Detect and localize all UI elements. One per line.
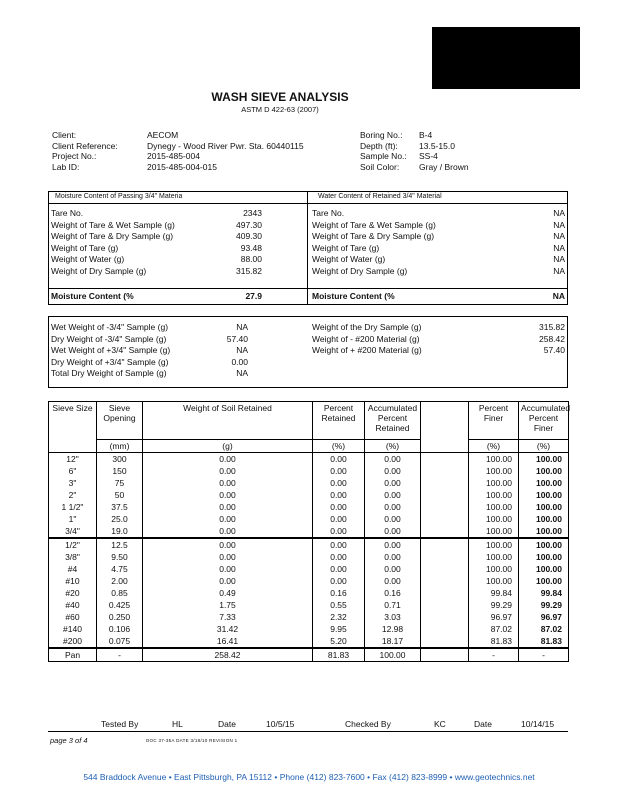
- sieve-row: [49, 501, 569, 513]
- sieve-row: [49, 623, 569, 635]
- sieve-cell: #60: [49, 611, 97, 623]
- checked-by-label: Checked By: [345, 719, 391, 729]
- sieve-cell: 4.75: [97, 563, 143, 575]
- project-no-label: Project No.:: [52, 151, 97, 161]
- sieve-cell: 0.075: [97, 635, 143, 648]
- sieve-row: [49, 635, 569, 648]
- sieve-cell: [421, 551, 469, 563]
- sieve-cell: 0.00: [313, 501, 365, 513]
- sieve-cell: 3/8": [49, 551, 97, 563]
- sieve-cell: 100.00: [469, 563, 519, 575]
- sieve-cell: [421, 623, 469, 635]
- sieve-unit-cell: (mm): [97, 440, 143, 453]
- sieve-cell: 87.02: [519, 623, 569, 635]
- sieve-table-header: [49, 402, 569, 453]
- date-label-1: Date: [218, 719, 236, 729]
- moisture-row-value: NA: [553, 265, 565, 276]
- sieve-cell: 0.00: [143, 525, 313, 538]
- moisture-row-label: Weight of Water (g): [312, 254, 386, 264]
- sieve-cell: 0.00: [313, 453, 365, 466]
- moisture-row-label: Tare No.: [312, 208, 345, 218]
- weights-left-values: [200, 322, 248, 380]
- sieve-cell: 0.250: [97, 611, 143, 623]
- sieve-cell: 0.00: [143, 477, 313, 489]
- sieve-cell: 0.00: [143, 465, 313, 477]
- moisture-row-value: 409.30: [236, 231, 262, 241]
- project-no-value: 2015-485-004: [147, 151, 200, 161]
- report-title: WASH SIEVE ANALYSIS: [211, 90, 349, 104]
- sieve-cell: 0.00: [313, 477, 365, 489]
- sieve-cell: #140: [49, 623, 97, 635]
- sieve-cell: 19.0: [97, 525, 143, 538]
- sieve-header-cell: Accumulated Percent Finer: [519, 402, 569, 440]
- sieve-cell: 0.425: [97, 599, 143, 611]
- sieve-cell: #20: [49, 587, 97, 599]
- sieve-cell: 7.33: [143, 611, 313, 623]
- sieve-header-cell: Accumulated Percent Retained: [365, 402, 421, 440]
- weights-left-labels: [51, 322, 170, 380]
- tested-by-value: HL: [172, 719, 183, 729]
- sieve-table: [48, 401, 569, 662]
- sieve-cell: 100.00: [469, 513, 519, 525]
- sieve-cell: 3.03: [365, 611, 421, 623]
- lab-id-label: Lab ID:: [52, 161, 80, 172]
- sieve-cell: 1.75: [143, 599, 313, 611]
- sieve-cell: 100.00: [519, 551, 569, 563]
- sieve-unit-cell: (%): [519, 440, 569, 453]
- sieve-cell: 0.00: [143, 513, 313, 525]
- sieve-cell: 100.00: [469, 575, 519, 587]
- sieve-cell: [421, 563, 469, 575]
- weight-row-value: 0.00: [231, 356, 248, 367]
- info-right-labels: [360, 130, 407, 172]
- sieve-cell: 99.84: [519, 587, 569, 599]
- sieve-rows-coarse: [49, 453, 569, 539]
- sieve-cell: [421, 635, 469, 648]
- sieve-cell: [421, 525, 469, 538]
- sieve-unit-cell: (%): [313, 440, 365, 453]
- weight-row-label: Weight of - #200 Material (g): [312, 333, 420, 344]
- client-value: AECOM: [147, 130, 179, 140]
- sieve-cell: 0.00: [143, 489, 313, 501]
- sieve-row: [49, 465, 569, 477]
- moisture-right-values: [520, 208, 565, 277]
- weight-row-value: 315.82: [539, 322, 565, 332]
- sieve-cell: 25.0: [97, 513, 143, 525]
- sieve-cell: [421, 477, 469, 489]
- sieve-cell: 1 1/2": [49, 501, 97, 513]
- client-ref-label: Client Reference:: [52, 140, 118, 151]
- sieve-units-row: [49, 440, 569, 453]
- sample-no-value: SS-4: [419, 151, 438, 161]
- sieve-cell: 81.83: [519, 635, 569, 648]
- sieve-row: [49, 477, 569, 489]
- soil-color-value: Gray / Brown: [419, 161, 469, 172]
- sieve-cell: 96.97: [519, 611, 569, 623]
- sieve-cell: 0.00: [143, 453, 313, 466]
- sieve-cell: 100.00: [469, 453, 519, 466]
- moisture-row-value: 93.48: [240, 242, 262, 253]
- sieve-cell: 12.5: [97, 538, 143, 551]
- sieve-cell: [421, 501, 469, 513]
- sieve-cell: #4: [49, 563, 97, 575]
- doc-revision: DOC 37-35A DATE 3/18/10 REVISION 1: [146, 738, 238, 743]
- sieve-row: [49, 551, 569, 563]
- sieve-cell: 9.50: [97, 551, 143, 563]
- sieve-cell: 16.41: [143, 635, 313, 648]
- sieve-cell: 1/2": [49, 538, 97, 551]
- sieve-cell: 2.32: [313, 611, 365, 623]
- sieve-cell: -: [97, 648, 143, 662]
- date-value-1: 10/5/15: [266, 719, 295, 729]
- weight-row-value: 57.40: [226, 333, 248, 344]
- sieve-cell: 300: [97, 453, 143, 466]
- sieve-row: [49, 453, 569, 466]
- sieve-cell: [421, 648, 469, 662]
- sieve-row: [49, 599, 569, 611]
- sieve-unit-cell: (%): [365, 440, 421, 453]
- sieve-cell: 0.49: [143, 587, 313, 599]
- checked-by-value: KC: [434, 719, 446, 729]
- boring-label: Boring No.:: [360, 130, 403, 140]
- sieve-cell: 6": [49, 465, 97, 477]
- sieve-cell: 0.55: [313, 599, 365, 611]
- weight-row-label: Dry Weight of +3/4" Sample (g): [51, 356, 169, 367]
- sieve-cell: 0.00: [313, 465, 365, 477]
- weight-row-value: NA: [236, 345, 248, 355]
- sieve-cell: 100.00: [519, 525, 569, 538]
- moisture-row-label: Weight of Tare (g): [312, 242, 380, 253]
- sieve-cell: [421, 489, 469, 501]
- boring-value: B-4: [419, 130, 433, 140]
- sieve-cell: 100.00: [519, 477, 569, 489]
- weight-row-label: Dry Weight of -3/4" Sample (g): [51, 333, 167, 344]
- sieve-cell: 0.00: [143, 575, 313, 587]
- sieve-cell: 99.29: [519, 599, 569, 611]
- moisture-row-label: Weight of Tare & Wet Sample (g): [312, 219, 436, 230]
- sieve-cell: 0.00: [365, 477, 421, 489]
- sieve-cell: [421, 513, 469, 525]
- moisture-row-value: 497.30: [236, 219, 262, 230]
- sieve-cell: 0.00: [365, 563, 421, 575]
- sieve-cell: 0.00: [365, 525, 421, 538]
- sieve-cell: 75: [97, 477, 143, 489]
- sieve-cell: 100.00: [469, 501, 519, 513]
- sieve-cell: 0.71: [365, 599, 421, 611]
- moisture-content-left-value: 27.9: [245, 291, 262, 301]
- sieve-row: [49, 575, 569, 587]
- sieve-cell: 50: [97, 489, 143, 501]
- sieve-header-cell: Percent Finer: [469, 402, 519, 440]
- moisture-result-line: [48, 288, 568, 290]
- sieve-unit-cell: [421, 440, 469, 453]
- sieve-cell: 31.42: [143, 623, 313, 635]
- sieve-cell: 100.00: [365, 648, 421, 662]
- depth-label: Depth (ft):: [360, 140, 398, 151]
- sieve-cell: 0.106: [97, 623, 143, 635]
- sieve-cell: 1": [49, 513, 97, 525]
- sieve-cell: 81.83: [469, 635, 519, 648]
- moisture-left-header: Moisture Content of Passing 3/4" Materia: [55, 193, 183, 200]
- sieve-cell: 87.02: [469, 623, 519, 635]
- moisture-row-label: Weight of Tare & Dry Sample (g): [312, 231, 435, 241]
- sieve-cell: 0.85: [97, 587, 143, 599]
- moisture-right-labels: [312, 208, 436, 277]
- sieve-cell: 3/4": [49, 525, 97, 538]
- lab-id-value: 2015-485-004-015: [147, 161, 217, 172]
- weight-row-label: Wet Weight of -3/4" Sample (g): [51, 322, 169, 332]
- sieve-header-row: [49, 402, 569, 440]
- sieve-cell: [421, 587, 469, 599]
- moisture-left-values: [200, 208, 262, 277]
- date-label-2: Date: [474, 719, 492, 729]
- sieve-header-cell: Sieve Opening: [97, 402, 143, 440]
- sieve-cell: 0.00: [313, 489, 365, 501]
- sieve-row: [49, 587, 569, 599]
- page-number: page 3 of 4: [50, 736, 88, 745]
- sieve-unit-cell: (%): [469, 440, 519, 453]
- sieve-unit-cell: (g): [143, 440, 313, 453]
- sieve-cell: 100.00: [469, 538, 519, 551]
- moisture-row-label: Weight of Dry Sample (g): [51, 265, 147, 276]
- sieve-cell: 100.00: [519, 575, 569, 587]
- soil-color-label: Soil Color:: [360, 161, 400, 172]
- weights-right-labels: [312, 322, 422, 357]
- sieve-cell: 0.00: [313, 563, 365, 575]
- tested-by-label: Tested By: [101, 719, 139, 729]
- moisture-row-value: NA: [553, 208, 565, 218]
- moisture-row-value: NA: [553, 219, 565, 230]
- sieve-row-pan: [49, 648, 569, 662]
- sieve-header-cell: Percent Retained: [313, 402, 365, 440]
- footer-rule: [48, 731, 568, 732]
- sieve-cell: 0.00: [143, 563, 313, 575]
- moisture-row-value: 88.00: [240, 254, 262, 264]
- sieve-cell: 0.00: [365, 501, 421, 513]
- sieve-cell: 0.00: [143, 501, 313, 513]
- sieve-cell: 0.16: [365, 587, 421, 599]
- sieve-cell: 100.00: [519, 453, 569, 466]
- moisture-row-value: 2343: [243, 208, 262, 218]
- sieve-row: [49, 525, 569, 538]
- sieve-cell: #10: [49, 575, 97, 587]
- sieve-cell: 0.00: [365, 465, 421, 477]
- sieve-cell: 9.95: [313, 623, 365, 635]
- sieve-cell: -: [519, 648, 569, 662]
- moisture-row-value: NA: [553, 242, 565, 253]
- sieve-cell: Pan: [49, 648, 97, 662]
- sieve-unit-cell: [49, 440, 97, 453]
- sieve-cell: 0.00: [313, 551, 365, 563]
- sieve-cell: 5.20: [313, 635, 365, 648]
- sieve-cell: [421, 465, 469, 477]
- weight-row-label: Weight of the Dry Sample (g): [312, 322, 422, 332]
- company-address: 544 Braddock Avenue • East Pittsburgh, PA 15112 • Phone (412) 823-7600 • Fax (412) 823-8999 • www.geotechnics.net: [83, 772, 535, 782]
- sieve-cell: 2.00: [97, 575, 143, 587]
- moisture-row-label: Tare No.: [51, 208, 84, 218]
- client-ref-value: Dynegy - Wood River Pwr. Sta. 60440115: [147, 140, 304, 151]
- sieve-cell: 0.00: [313, 575, 365, 587]
- weight-row-label: Weight of + #200 Material (g): [312, 345, 422, 355]
- sieve-cell: 100.00: [469, 551, 519, 563]
- moisture-left-labels: [51, 208, 175, 277]
- sieve-cell: 150: [97, 465, 143, 477]
- sieve-cell: 100.00: [519, 501, 569, 513]
- sieve-cell: 100.00: [519, 489, 569, 501]
- sieve-row: [49, 513, 569, 525]
- sieve-cell: -: [469, 648, 519, 662]
- sieve-cell: 258.42: [143, 648, 313, 662]
- sieve-row: [49, 489, 569, 501]
- weight-row-label: Wet Weight of +3/4" Sample (g): [51, 345, 171, 355]
- sieve-row-pan: [49, 648, 569, 662]
- sieve-cell: 0.00: [313, 538, 365, 551]
- sieve-cell: [421, 599, 469, 611]
- weight-row-value: 258.42: [539, 333, 565, 344]
- info-left-labels: [52, 130, 118, 172]
- sieve-cell: 0.00: [365, 489, 421, 501]
- sieve-cell: 100.00: [519, 513, 569, 525]
- moisture-row-label: Weight of Dry Sample (g): [312, 265, 408, 276]
- info-right-values: [419, 130, 469, 172]
- sieve-cell: [421, 611, 469, 623]
- sieve-header-cell: Sieve Size: [49, 402, 97, 440]
- sieve-cell: 100.00: [469, 525, 519, 538]
- date-value-2: 10/14/15: [521, 719, 555, 729]
- sieve-cell: 99.84: [469, 587, 519, 599]
- sieve-cell: 0.00: [365, 513, 421, 525]
- sieve-cell: 96.97: [469, 611, 519, 623]
- weights-right-values: [510, 322, 565, 357]
- moisture-row-value: 315.82: [236, 265, 262, 276]
- weight-row-label: Total Dry Weight of Sample (g): [51, 368, 167, 378]
- sieve-cell: 0.00: [143, 538, 313, 551]
- sieve-cell: 0.00: [365, 551, 421, 563]
- sieve-cell: 100.00: [519, 465, 569, 477]
- moisture-content-left-label: Moisture Content (%: [51, 291, 134, 301]
- sieve-cell: 12.98: [365, 623, 421, 635]
- sieve-cell: 3": [49, 477, 97, 489]
- sieve-cell: [421, 538, 469, 551]
- sieve-row: [49, 563, 569, 575]
- sieve-cell: 100.00: [469, 477, 519, 489]
- sieve-cell: 37.5: [97, 501, 143, 513]
- report-subtitle: ASTM D 422-63 (2007): [241, 105, 319, 114]
- sieve-row: [49, 538, 569, 551]
- weight-row-value: NA: [236, 322, 248, 332]
- sample-no-label: Sample No.:: [360, 151, 407, 161]
- moisture-right-header: Water Content of Retained 3/4" Material: [318, 193, 442, 200]
- sieve-cell: 0.00: [365, 453, 421, 466]
- moisture-row-label: Weight of Water (g): [51, 254, 125, 264]
- sieve-row: [49, 611, 569, 623]
- sieve-cell: 0.16: [313, 587, 365, 599]
- sieve-cell: 0.00: [365, 575, 421, 587]
- info-left-values: [147, 130, 304, 172]
- sieve-cell: 0.00: [143, 551, 313, 563]
- sieve-cell: 81.83: [313, 648, 365, 662]
- sieve-cell: [421, 575, 469, 587]
- sieve-cell: 100.00: [519, 538, 569, 551]
- sieve-rows-fine: [49, 538, 569, 648]
- sieve-cell: 0.00: [313, 525, 365, 538]
- moisture-content-right-value: NA: [552, 291, 565, 301]
- weight-row-value: NA: [236, 368, 248, 378]
- redaction-block: [432, 27, 580, 89]
- sieve-cell: 99.29: [469, 599, 519, 611]
- sieve-cell: [421, 453, 469, 466]
- sieve-cell: #200: [49, 635, 97, 648]
- sieve-cell: 100.00: [469, 489, 519, 501]
- moisture-row-value: NA: [553, 231, 565, 241]
- sieve-cell: 2": [49, 489, 97, 501]
- moisture-row-label: Weight of Tare (g): [51, 242, 119, 253]
- sieve-header-cell: Weight of Soil Retained: [143, 402, 313, 440]
- sieve-cell: 100.00: [519, 563, 569, 575]
- sieve-cell: 0.00: [313, 513, 365, 525]
- depth-value: 13.5-15.0: [419, 140, 455, 151]
- sieve-cell: 100.00: [469, 465, 519, 477]
- weight-row-value: 57.40: [543, 345, 565, 355]
- moisture-row-label: Weight of Tare & Wet Sample (g): [51, 219, 175, 230]
- sieve-cell: 0.00: [365, 538, 421, 551]
- sieve-cell: #40: [49, 599, 97, 611]
- sieve-cell: 18.17: [365, 635, 421, 648]
- sieve-header-cell: [421, 402, 469, 440]
- moisture-row-label: Weight of Tare & Dry Sample (g): [51, 231, 174, 241]
- moisture-row-value: NA: [553, 254, 565, 264]
- sieve-cell: 12": [49, 453, 97, 466]
- client-label: Client:: [52, 130, 77, 140]
- moisture-content-right-label: Moisture Content (%: [312, 291, 395, 301]
